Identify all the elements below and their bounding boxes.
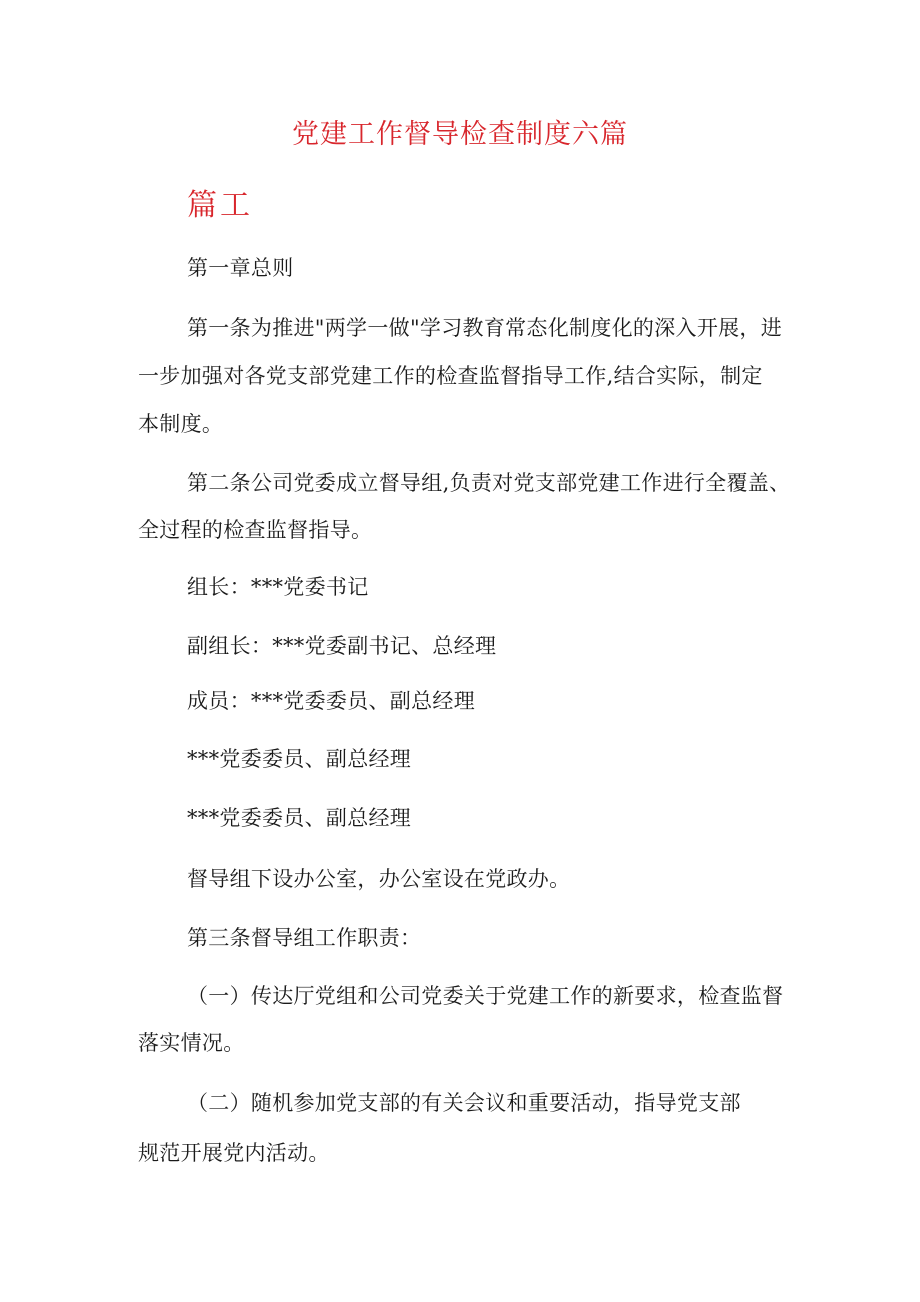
paragraph-line: 全过程的检查监督指导。: [138, 518, 373, 542]
paragraph-line: 第一条为推进"两学一做"学习教育常态化制度化的深入开展，进: [187, 316, 783, 340]
list-item-line: 规范开展党内活动。: [138, 1141, 330, 1165]
paragraph-line: 督导组下设办公室，办公室设在党政办。: [187, 867, 571, 891]
list-item-line: 落实情况。: [138, 1031, 245, 1055]
document-title: 党建工作督导检查制度六篇: [292, 119, 628, 150]
member-line: ***党委委员、副总经理: [187, 747, 412, 771]
list-item-line: （二）随机参加党支部的有关会议和重要活动，指导党支部: [187, 1091, 741, 1115]
paragraph-line: 一步加强对各党支部党建工作的检查监督指导工作,结合实际，制定: [138, 364, 763, 388]
member-line: 组长：***党委书记: [187, 575, 369, 599]
article-heading: 第三条督导组工作职责：: [187, 926, 422, 950]
paragraph-line: 第二条公司党委成立督导组,负责对党支部党建工作进行全覆盖、: [187, 471, 791, 495]
member-line: 成员：***党委委员、副总经理: [187, 689, 475, 713]
member-line: 副组长：***党委副书记、总经理: [187, 634, 497, 658]
paragraph-line: 本制度。: [138, 412, 224, 436]
section-heading: 篇工: [187, 188, 253, 223]
member-line: ***党委委员、副总经理: [187, 806, 412, 830]
list-item-line: （一）传达厅党组和公司党委关于党建工作的新要求，检查监督: [187, 984, 784, 1008]
chapter-heading: 第一章总则: [187, 256, 294, 280]
